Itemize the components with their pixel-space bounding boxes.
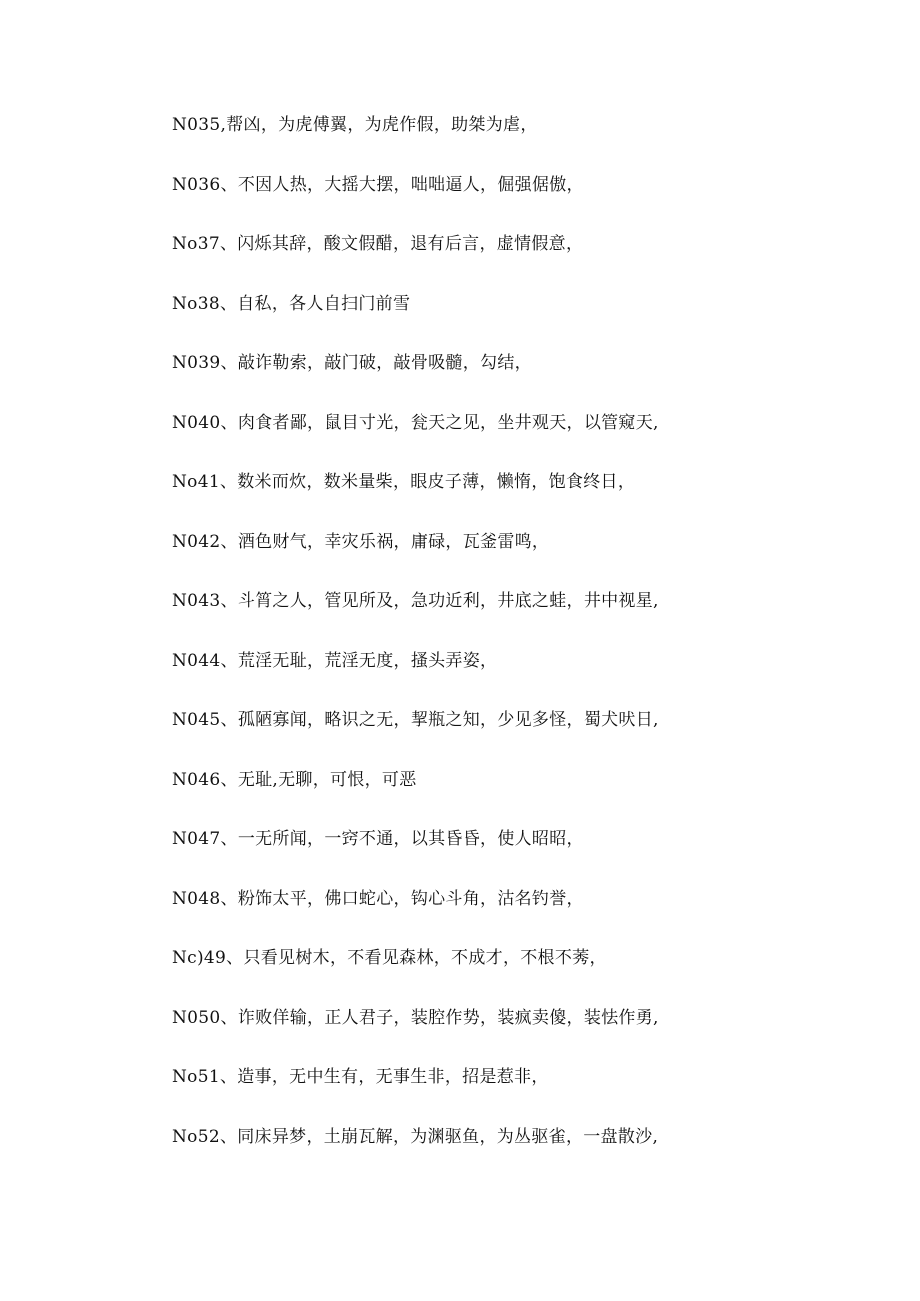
list-item: N040、肉食者鄙，鼠目寸光，瓮天之见，坐井观天，以管窥天,	[172, 412, 659, 433]
list-item: N048、粉饰太平，佛口蛇心，钩心斗角，沽名钓誉，	[172, 888, 584, 909]
list-item: No52、同床异梦，土崩瓦解，为渊驱鱼，为丛驱雀，一盘散沙,	[172, 1126, 659, 1147]
list-item: N050、诈败佯输，正人君子，装腔作势，装疯卖傻，装怯作勇,	[172, 1007, 659, 1028]
list-item: N039、敲诈勒索，敲门破，敲骨吸髓，勾结，	[172, 353, 532, 373]
list-item: N044、荒淫无耻，荒淫无度，搔头弄姿，	[172, 650, 498, 671]
list-item: No51、造事，无中生有，无事生非，招是惹非，	[172, 1067, 549, 1087]
list-item: N036、不因人热，大摇大摆，咄咄逼人，倔强倨傲，	[172, 174, 584, 195]
list-item: N046、无耻,无聊，可恨，可恶	[172, 769, 417, 790]
list-item: N045、孤陋寡闻，略识之无，挈瓶之知，少见多怪，蜀犬吠日,	[172, 710, 659, 730]
list-item: Nc)49、只看见树木，不看见森林，不成才，不根不莠，	[172, 948, 607, 968]
list-item: N042、酒色财气，幸灾乐祸，庸碌，瓦釜雷鸣，	[172, 531, 550, 552]
list-item: N035,帮凶，为虎傅翼，为虎作假，助桀为虐，	[172, 115, 538, 135]
list-item: No37、闪烁其辞，酸文假醋，退有后言，虚情假意，	[172, 234, 584, 254]
list-item: N043、斗筲之人，管见所及，急功近利，井底之蛙，井中视星,	[172, 591, 659, 611]
idiom-list	[172, 109, 892, 1180]
list-item: No41、数米而炊，数米量柴，眼皮子薄，懒惰，饱食终日，	[172, 472, 636, 492]
list-item: N047、一无所闻，一窍不通，以其昏昏，使人昭昭，	[172, 829, 584, 849]
list-item: No38、自私，各人自扫门前雪	[172, 293, 411, 314]
